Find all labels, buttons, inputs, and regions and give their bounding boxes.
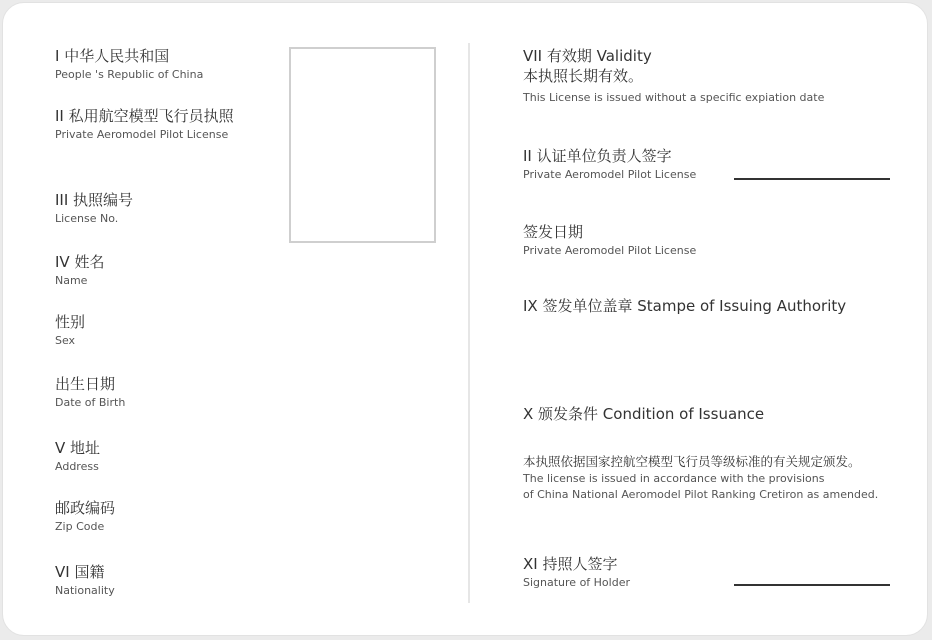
issue-date-label-zh: 签发日期 <box>523 223 584 241</box>
license-no-field <box>55 190 133 226</box>
date-of-birth-field <box>55 374 125 410</box>
certifier-signature-field <box>523 146 696 182</box>
condition-label-zh: X 颁发条件 Condition of Issuance <box>523 405 765 423</box>
license-type-label-en: Private Aeromodel Pilot License <box>55 128 229 141</box>
issue-date-field <box>523 222 696 258</box>
zip-code-label-zh: 邮政编码 <box>55 499 116 517</box>
condition-body-en-line1: The license is issued in accordance with the provisions <box>523 472 825 485</box>
license-type-field <box>55 106 234 142</box>
validity-label-zh: VII 有效期 Validity <box>523 47 652 65</box>
country-field <box>55 46 203 82</box>
name-field <box>55 252 104 288</box>
zip-code-field <box>55 498 115 534</box>
validity-statement-zh: 本执照长期有效。 <box>523 67 644 85</box>
license-no-label-zh: III 执照编号 <box>55 191 134 209</box>
country-label-en: People 's Republic of China <box>55 68 204 81</box>
condition-field <box>523 404 764 424</box>
zip-code-label-en: Zip Code <box>55 520 105 533</box>
certifier-signature-label-zh: II 认证单位负责人签字 <box>523 147 672 165</box>
license-type-label-zh: II 私用航空模型飞行员执照 <box>55 107 234 125</box>
stamp-field <box>523 296 846 316</box>
license-card <box>2 2 928 636</box>
sex-label-zh: 性别 <box>55 313 86 331</box>
nationality-label-en: Nationality <box>55 584 115 597</box>
holder-signature-field <box>523 554 630 590</box>
nationality-field <box>55 562 115 598</box>
condition-body-zh: 本执照依据国家控航空模型飞行员等级标准的有关规定颁发。 <box>523 454 861 469</box>
address-field <box>55 438 100 474</box>
date-of-birth-label-en: Date of Birth <box>55 396 126 409</box>
sex-label-en: Sex <box>55 334 76 347</box>
holder-signature-label-zh: XI 持照人签字 <box>523 555 618 573</box>
issue-date-label-en: Private Aeromodel Pilot License <box>523 244 697 257</box>
name-label-zh: IV 姓名 <box>55 253 105 271</box>
holder-signature-line <box>734 584 890 586</box>
country-label-zh: I 中华人民共和国 <box>55 47 170 65</box>
certifier-signature-label-en: Private Aeromodel Pilot License <box>523 168 697 181</box>
column-divider <box>468 43 470 603</box>
address-label-zh: V 地址 <box>55 439 101 457</box>
photo-placeholder <box>289 47 436 243</box>
sex-field <box>55 312 85 348</box>
stamp-label-zh: IX 签发单位盖章 Stampe of Issuing Authority <box>523 297 847 315</box>
license-no-label-en: License No. <box>55 212 119 225</box>
condition-body <box>523 453 878 503</box>
name-label-en: Name <box>55 274 88 287</box>
certifier-signature-line <box>734 178 890 180</box>
validity-statement-en: This License is issued without a specific expiation date <box>523 91 825 104</box>
date-of-birth-label-zh: 出生日期 <box>55 375 116 393</box>
validity-field <box>523 46 824 105</box>
nationality-label-zh: VI 国籍 <box>55 563 105 581</box>
address-label-en: Address <box>55 460 99 473</box>
holder-signature-label-en: Signature of Holder <box>523 576 630 589</box>
condition-body-en-line2: of China National Aeromodel Pilot Ranking Cretiron as amended. <box>523 488 879 501</box>
